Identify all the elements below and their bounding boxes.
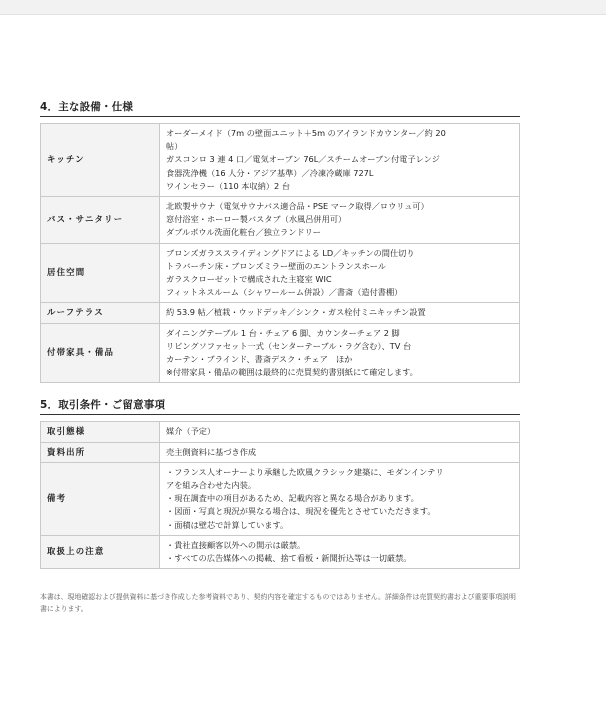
- value-line: ・貴社直接顧客以外への開示は厳禁。: [166, 539, 306, 550]
- value-line: 約 53.9 帖／植栽・ウッドデッキ／シンク・ガス栓付ミニキッチン設置: [166, 307, 426, 318]
- row-value: [160, 243, 520, 303]
- row-value: [160, 442, 520, 462]
- table-row: [41, 535, 520, 568]
- value-line: 北欧製サウナ（電気サウナバス適合品・PSE マーク取得／ロウリュ可）: [166, 201, 429, 212]
- row-label: 取引態様: [41, 422, 160, 442]
- value-line: ガスコンロ 3 連 4 口／電気オーブン 76L／スチームオーブン付電子レンジ: [166, 154, 440, 165]
- row-label: バス・サニタリー: [41, 197, 160, 244]
- value-line: ダブルボウル洗面化粧台／独立ランドリー: [166, 227, 321, 238]
- row-value: [160, 535, 520, 568]
- value-line: アを組み合わせた内装。: [166, 480, 257, 491]
- table-row: [41, 422, 520, 442]
- equipment-table: [40, 123, 520, 383]
- value-line: ・すべての広告媒体への掲載、捨て看板・新聞折込等は一切厳禁。: [166, 553, 412, 564]
- table-row: [41, 303, 520, 323]
- table-row: [41, 442, 520, 462]
- row-label: 居住空間: [41, 243, 160, 303]
- row-value: [160, 422, 520, 442]
- value-line: 媒介（予定）: [166, 426, 216, 437]
- value-line: ダイニングテーブル 1 台・チェア 6 脚、カウンターチェア 2 脚: [166, 327, 400, 338]
- value-line: ワインセラー（110 本収納）2 台: [166, 180, 291, 191]
- value-line: ブロンズガラススライディングドアによる LD／キッチンの間仕切り: [166, 247, 415, 258]
- table-row: [41, 243, 520, 303]
- value-line: ・面積は壁芯で計算しています。: [166, 519, 289, 530]
- value-line: ・フランス人オーナーより承継した欧風クラシック建築に、モダンインテリ: [166, 466, 444, 477]
- value-line: カーテン・ブラインド、書斎デスク・チェア ほか: [166, 354, 353, 365]
- row-value: [160, 323, 520, 383]
- value-line: オーダーメイド（7m の壁面ユニット＋5m のアイランドカウンター／約 20: [166, 128, 446, 138]
- conditions-table: [40, 421, 520, 569]
- value-line: フィットネスルーム（シャワールーム併設）／書斎（造付書棚）: [166, 287, 403, 298]
- value-line: ガラスクローゼットで構成された主寝室 WIC: [166, 274, 332, 285]
- table-row: [41, 462, 520, 535]
- table-row: [41, 197, 520, 244]
- value-line: 食器洗浄機（16 人分・アジア基準）／冷凍冷蔵庫 727L: [166, 167, 374, 178]
- value-line: ・図面・写真と現況が異なる場合は、現況を優先とさせていただきます。: [166, 506, 436, 517]
- row-label: ルーフテラス: [41, 303, 160, 323]
- footer-note: 本書は、現地確認および提供資料に基づき作成した参考資料であり、契約内容を確定するものではありません。詳細条件は売買契約書および重要事項説明書によります。: [40, 593, 516, 614]
- row-value: [160, 303, 520, 323]
- value-line: ・現在調査中の項目があるため、記載内容と異なる場合があります。: [166, 493, 419, 504]
- document-content: [40, 99, 520, 615]
- value-line: トラバーチン床・ブロンズミラー壁面のエントランスホール: [166, 260, 386, 271]
- row-label: 取扱上の注意: [41, 535, 160, 568]
- row-value: [160, 462, 520, 535]
- value-line: 帖）: [166, 141, 183, 152]
- value-line: ※付帯家具・備品の範囲は最終的に売買契約書別紙にて確定します。: [166, 367, 418, 378]
- table-row: [41, 323, 520, 383]
- section-title-conditions: 5．取引条件・ご留意事項: [40, 397, 520, 415]
- row-value: [160, 124, 520, 197]
- table-row: [41, 124, 520, 197]
- row-label: 付帯家具・備品: [41, 323, 160, 383]
- row-label: 備考: [41, 462, 160, 535]
- row-value: [160, 197, 520, 244]
- document-page: [0, 14, 606, 721]
- row-label: 資料出所: [41, 442, 160, 462]
- section-title-equipment: 4．主な設備・仕様: [40, 99, 520, 117]
- value-line: リビングソファセット一式（センターテーブル・ラグ含む）、TV 台: [166, 340, 412, 351]
- value-line: 窓付浴室・ホーロー製バスタブ（水風呂併用可）: [166, 214, 347, 225]
- value-line: 売主側資料に基づき作成: [166, 446, 257, 457]
- row-label: キッチン: [41, 124, 160, 197]
